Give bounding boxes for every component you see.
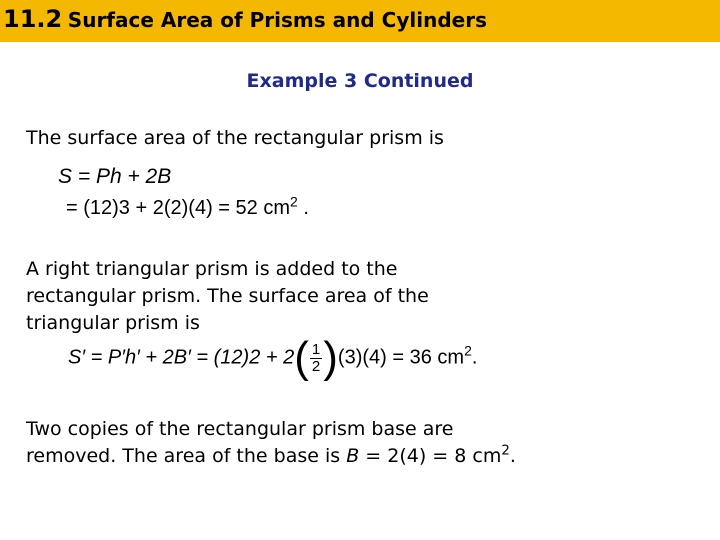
open-paren: ( <box>294 333 309 382</box>
paragraph-base-line2-text: removed. The area of the base is <box>26 445 347 467</box>
equation-tri-prism-end: . <box>471 346 478 369</box>
example-subtitle: Example 3 Continued <box>246 70 474 92</box>
equation-rect-line2-exponent: 2 <box>289 193 298 210</box>
section-number: 11.2 <box>3 5 63 33</box>
paragraph-tri-prism-line1: A right triangular prism is added to the <box>26 258 398 280</box>
paragraph-base-line1: Two copies of the rectangular prism base are <box>26 418 454 440</box>
paragraph-base-line2-value: = 2(4) = 8 cm <box>359 445 502 467</box>
equation-rect-line2-text: = (12)3 + 2(2)(4) = 52 cm <box>66 197 290 219</box>
paragraph-base-removed <box>26 416 516 470</box>
equation-rect-line2 <box>66 193 309 220</box>
slide-title <box>3 5 487 33</box>
equation-tri-prism-exponent: 2 <box>464 342 472 359</box>
close-paren: ) <box>323 333 338 382</box>
equation-tri-prism-text: S′ = P′h′ + 2B′ = (12)2 + 2 <box>68 346 295 369</box>
equation-rect-line2-end: . <box>297 197 309 219</box>
equation-rect-line1: S = Ph + 2B <box>58 165 172 188</box>
paragraph-rect-prism: The surface area of the rectangular prism is <box>26 127 444 149</box>
variable-b: B <box>346 445 360 467</box>
title-bar <box>0 0 720 42</box>
fraction-half <box>310 342 322 375</box>
paragraph-base-exponent: 2 <box>501 443 510 459</box>
equation-tri-prism-result: (3)(4) = 36 cm <box>337 346 465 369</box>
equation-tri-prism <box>68 333 478 382</box>
fraction-denominator: 2 <box>311 357 321 375</box>
paragraph-base-end: . <box>509 445 516 467</box>
paragraph-base-line2 <box>26 443 516 470</box>
fraction-numerator: 1 <box>311 340 321 358</box>
section-title: Surface Area of Prisms and Cylinders <box>67 8 487 32</box>
paragraph-tri-prism <box>26 256 429 337</box>
paragraph-tri-prism-line3: triangular prism is <box>26 312 200 334</box>
paragraph-tri-prism-line2: rectangular prism. The surface area of the <box>26 285 429 307</box>
